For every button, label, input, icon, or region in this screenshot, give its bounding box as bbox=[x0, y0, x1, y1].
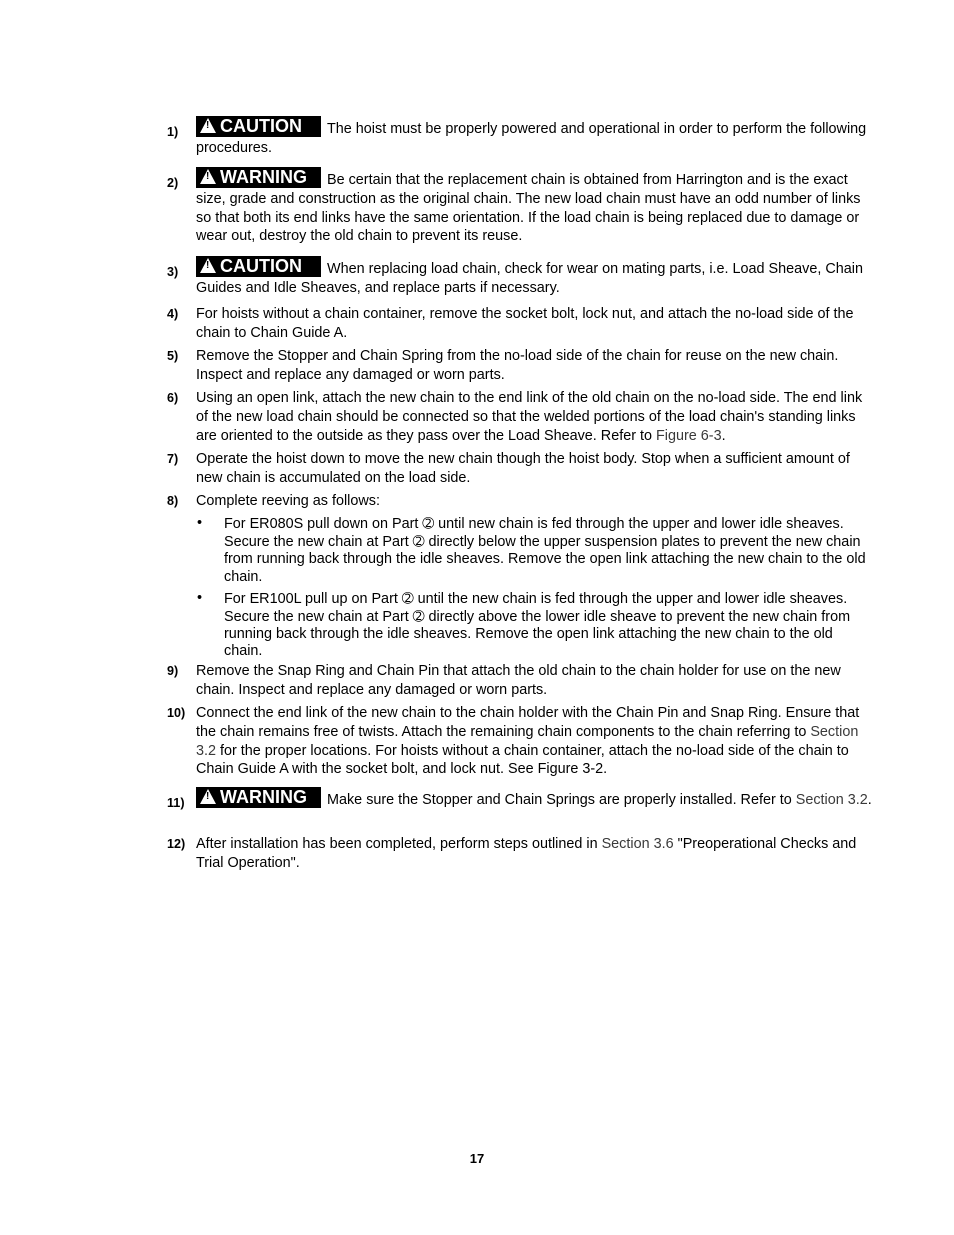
step-text: When replacing load chain, check for wear on mating parts, i.e. Load Sheave, Chain Guides and Idle Sheaves, and replace parts if necessary. bbox=[196, 261, 863, 296]
list-item: • For ER080S pull down on Part ➁ until new chain is fed through the upper and lower idle sheaves. Secure the new chain at Part ➁ directly below the upper suspension plates to prevent the new chain from running back through the idle sheaves. Remove the open link attaching the new chain to the old chain. bbox=[197, 515, 866, 585]
figure-link[interactable]: Figure 6-3 bbox=[656, 427, 722, 444]
step-number: 9) bbox=[167, 664, 179, 678]
section-link[interactable]: Section 3.6 bbox=[601, 836, 674, 852]
caution-badge: ! CAUTION bbox=[196, 116, 321, 137]
step-text: After installation has been completed, perform steps outlined in bbox=[196, 836, 602, 852]
step-12: 12) After installation has been completed, perform steps outlined in Section 3.6 "Preoperational Checks and Trial Operation". bbox=[167, 836, 857, 871]
step-number: 11) bbox=[167, 796, 185, 810]
step-7 bbox=[167, 450, 872, 488]
step-4 bbox=[167, 305, 872, 343]
caution-badge: ! CAUTION bbox=[196, 256, 321, 277]
section-link[interactable]: Section 3.2 bbox=[196, 723, 859, 759]
section-link[interactable]: Section 3.2 bbox=[795, 792, 868, 808]
step-number: 2) bbox=[167, 176, 179, 190]
step-8 bbox=[167, 492, 872, 511]
step-number: 8) bbox=[167, 494, 179, 508]
part-2-icon: ➁ bbox=[412, 608, 425, 625]
step-number: 6) bbox=[167, 391, 179, 405]
part-2-icon: ➁ bbox=[412, 533, 425, 550]
step-number: 4) bbox=[167, 307, 179, 321]
step-number: 7) bbox=[167, 452, 179, 466]
step-3 bbox=[167, 256, 872, 298]
step-text: Be certain that the replacement chain is obtained from Harrington and is the exact size, grade and construction as the original chain. The new load chain must have an odd number of links so that both its end links have the same orientation. If the load chain is being replaced due to damage or wear out, destroy the old chain to prevent its reuse. bbox=[196, 172, 861, 245]
step-10: 10) Connect the end link of the new chain to the chain holder with the Chain Pin and Snap Ring. Ensure that the chain remains free of twists. Attach the remaining chain components to the chain referring to Section 3.2 for the proper locations. For hoists without a chain container, attach the no-load side of the chain to Chain Guide A with the socket bolt, and lock nut. See Figure 3-2. bbox=[167, 705, 860, 778]
warning-triangle-icon bbox=[200, 789, 216, 804]
step-number: 10) bbox=[167, 706, 186, 720]
step-text: Complete reeving as follows: bbox=[196, 493, 380, 509]
warning-badge: ! WARNING bbox=[196, 167, 321, 188]
step-text: For hoists without a chain container, remove the socket bolt, lock nut, and attach the no-load side of the chain to Chain Guide A. bbox=[196, 306, 854, 341]
step-5 bbox=[167, 347, 872, 385]
bullet-icon: • bbox=[197, 589, 203, 606]
step-6: 6) Using an open link, attach the new chain to the end link of the old chain on the no-load side. The end link of the new load chain should be connected so that the welded portions of the load chain's standing links are oriented to the outside as they pass over the Load Sheave. Refer to Figure 6-3. bbox=[167, 390, 863, 444]
warning-badge: ! WARNING bbox=[196, 787, 321, 808]
step-text: Remove the Snap Ring and Chain Pin that attach the old chain to the chain holder for use on the new chain. Inspect and replace any damaged or worn parts. bbox=[196, 663, 841, 698]
part-2-icon: ➁ bbox=[401, 589, 414, 606]
step-text: The hoist must be properly powered and operational in order to perform the following procedures. bbox=[196, 121, 867, 156]
step-number: 12) bbox=[167, 837, 186, 851]
step-number: 3) bbox=[167, 265, 179, 279]
reeving-bullet-list bbox=[195, 515, 875, 661]
warning-triangle-icon bbox=[200, 118, 216, 133]
warning-triangle-icon bbox=[200, 169, 216, 184]
list-item: • For ER100L pull up on Part ➁ until the new chain is fed through the upper and lower idle sheaves. Secure the new chain at Part ➁ directly above the lower idle sheave to prevent the new chain from running back through the idle sheaves. Remove the open link attaching the new chain to the old chain. bbox=[197, 589, 851, 660]
step-text: Make sure the Stopper and Chain Springs are properly installed. Refer to bbox=[327, 792, 796, 808]
step-text: Remove the Stopper and Chain Spring from the no-load side of the chain for reuse on the new chain. Inspect and replace any damaged or worn parts. bbox=[196, 348, 839, 383]
step-9 bbox=[167, 662, 872, 700]
step-2 bbox=[167, 167, 872, 246]
page-number: 17 bbox=[469, 1151, 485, 1166]
step-11: 11) ! WARNING Make sure the Stopper and Chain Springs are properly installed. Refer to Section 3.2. bbox=[167, 787, 872, 810]
step-text: Connect the end link of the new chain to the chain holder with the Chain Pin and Snap Ring. Ensure that the chain remains free of twists. Attach the remaining chain components to the chain referring to bbox=[196, 705, 860, 740]
step-number: 5) bbox=[167, 349, 179, 363]
step-text: Operate the hoist down to move the new chain though the hoist body. Stop when a sufficient amount of new chain is accumulated on the load side. bbox=[196, 451, 850, 486]
part-2-icon: ➁ bbox=[422, 515, 435, 531]
step-text: Using an open link, attach the new chain to the end link of the old chain on the no-load side. The end link of the new load chain should be connected so that the welded portions of the load chain's standing links are oriented to the outside as they pass over the Load Sheave. Refer to bbox=[196, 390, 863, 444]
bullet-icon: • bbox=[197, 515, 203, 531]
step-1 bbox=[167, 116, 872, 158]
step-number: 1) bbox=[167, 125, 179, 139]
warning-triangle-icon bbox=[200, 258, 216, 273]
